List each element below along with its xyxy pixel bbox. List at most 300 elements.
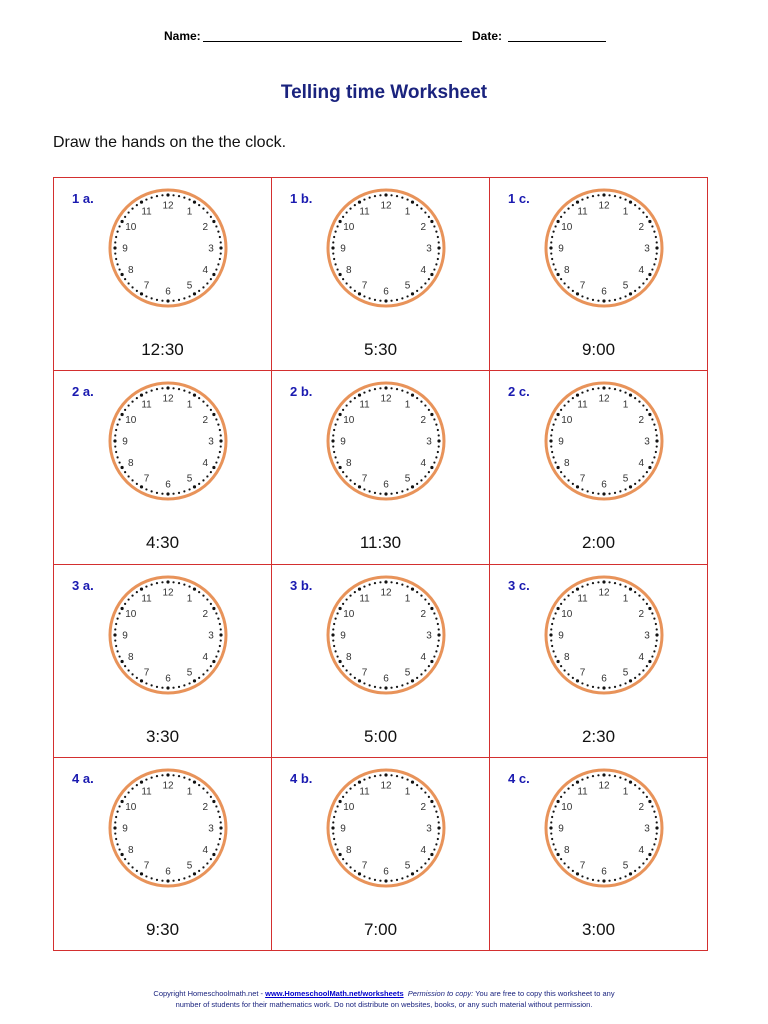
minute-dot xyxy=(131,401,133,403)
minute-dot xyxy=(655,429,657,431)
date-label: Date: xyxy=(472,29,503,43)
clock-number: 11 xyxy=(577,399,588,411)
minute-dot xyxy=(572,784,574,786)
minute-dot xyxy=(166,493,169,496)
clock-number: 3 xyxy=(426,630,432,641)
clock-number: 11 xyxy=(577,592,588,604)
clock-number: 11 xyxy=(141,592,152,604)
minute-dot xyxy=(210,665,212,667)
minute-dot xyxy=(118,462,120,464)
name-blank[interactable] xyxy=(203,41,462,42)
minute-dot xyxy=(342,665,344,667)
minute-dot xyxy=(363,682,365,684)
minute-dot xyxy=(424,211,426,213)
clock-number: 8 xyxy=(127,844,134,856)
minute-dot xyxy=(655,644,657,646)
minute-dot xyxy=(560,602,562,604)
minute-dot xyxy=(648,853,651,856)
clock-face[interactable] xyxy=(324,186,448,310)
clock-number: 8 xyxy=(345,651,352,663)
minute-dot xyxy=(551,644,553,646)
minute-dot xyxy=(411,679,414,682)
minute-dot xyxy=(435,617,437,619)
minute-dot xyxy=(379,300,381,302)
minute-dot xyxy=(172,300,174,302)
minute-dot xyxy=(592,388,594,390)
minute-dot xyxy=(156,878,158,880)
minute-dot xyxy=(202,673,204,675)
clock-face[interactable] xyxy=(106,379,230,503)
minute-dot xyxy=(416,483,418,485)
minute-dot xyxy=(437,258,439,260)
minute-dot xyxy=(396,582,398,584)
minute-dot xyxy=(113,633,116,636)
minute-dot xyxy=(597,194,599,196)
minute-dot xyxy=(131,594,133,596)
clock-number: 1 xyxy=(404,206,411,218)
minute-dot xyxy=(220,241,222,243)
minute-dot xyxy=(332,435,334,437)
minute-dot xyxy=(206,282,208,284)
minute-dot xyxy=(638,866,640,868)
minute-dot xyxy=(349,594,351,596)
minute-dot xyxy=(619,196,621,198)
minute-dot xyxy=(215,655,217,657)
minute-dot xyxy=(557,273,560,276)
minute-dot xyxy=(215,225,217,227)
minute-dot xyxy=(430,273,433,276)
minute-dot xyxy=(188,295,190,297)
minute-dot xyxy=(210,278,212,280)
clock-number: 12 xyxy=(162,587,174,598)
minute-dot xyxy=(653,231,655,233)
clock-number: 6 xyxy=(165,673,171,684)
minute-dot xyxy=(332,821,334,823)
minute-dot xyxy=(346,282,348,284)
minute-dot xyxy=(166,879,169,882)
clock-number: 1 xyxy=(404,592,411,604)
minute-dot xyxy=(592,299,594,301)
minute-dot xyxy=(374,299,376,301)
minute-dot xyxy=(619,684,621,686)
minute-dot xyxy=(118,419,120,421)
clock-number: 2 xyxy=(420,801,427,813)
minute-dot xyxy=(331,440,334,443)
minute-dot xyxy=(183,583,185,585)
minute-dot xyxy=(188,392,190,394)
minute-dot xyxy=(642,405,644,407)
minute-dot xyxy=(642,282,644,284)
clock-face[interactable] xyxy=(324,573,448,697)
minute-dot xyxy=(624,489,626,491)
minute-dot xyxy=(597,300,599,302)
minute-dot xyxy=(437,622,439,624)
minute-dot xyxy=(198,483,200,485)
minute-dot xyxy=(655,622,657,624)
minute-dot xyxy=(638,673,640,675)
clock-face[interactable] xyxy=(542,573,666,697)
minute-dot xyxy=(557,606,560,609)
minute-dot xyxy=(424,476,426,478)
minute-dot xyxy=(433,225,435,227)
minute-dot xyxy=(379,194,381,196)
minute-dot xyxy=(349,866,351,868)
minute-dot xyxy=(128,211,130,213)
minute-dot xyxy=(193,872,196,875)
minute-dot xyxy=(339,413,342,416)
clock-face[interactable] xyxy=(106,766,230,890)
minute-dot xyxy=(202,208,204,210)
minute-dot xyxy=(124,858,126,860)
minute-dot xyxy=(219,429,221,431)
minute-dot xyxy=(592,195,594,197)
minute-dot xyxy=(188,682,190,684)
clock-face[interactable] xyxy=(542,766,666,890)
minute-dot xyxy=(390,387,392,389)
clock-number: 8 xyxy=(563,844,570,856)
minute-dot xyxy=(346,862,348,864)
clock-number: 9 xyxy=(122,630,128,641)
minute-dot xyxy=(653,617,655,619)
minute-dot xyxy=(369,583,371,585)
minute-dot xyxy=(145,778,147,780)
minute-dot xyxy=(334,231,336,233)
problem-time: 4:30 xyxy=(145,533,180,553)
minute-dot xyxy=(358,780,361,783)
minute-dot xyxy=(648,466,651,469)
minute-dot xyxy=(151,776,153,778)
minute-dot xyxy=(363,295,365,297)
minute-dot xyxy=(592,775,594,777)
clock-number: 2 xyxy=(638,801,645,813)
minute-dot xyxy=(638,594,640,596)
minute-dot xyxy=(334,457,336,459)
clock-number: 4 xyxy=(638,265,645,276)
minute-dot xyxy=(411,486,414,489)
clock-number: 4 xyxy=(638,651,645,663)
minute-dot xyxy=(114,821,116,823)
clock-number: 11 xyxy=(359,786,370,798)
minute-dot xyxy=(220,628,222,630)
problem-time: 7:00 xyxy=(363,919,398,939)
clock-number: 7 xyxy=(361,667,368,679)
minute-dot xyxy=(151,390,153,392)
minute-dot xyxy=(131,286,133,288)
minute-dot xyxy=(634,204,636,206)
clock-number: 7 xyxy=(143,667,150,679)
minute-dot xyxy=(550,639,552,641)
minute-dot xyxy=(567,594,569,596)
minute-dot xyxy=(349,401,351,403)
minute-dot xyxy=(648,659,651,662)
minute-dot xyxy=(193,394,196,397)
minute-dot xyxy=(648,220,651,223)
minute-dot xyxy=(161,387,163,389)
minute-dot xyxy=(178,685,180,687)
clock-number: 11 xyxy=(359,399,370,411)
minute-dot xyxy=(145,198,147,200)
minute-dot xyxy=(554,848,556,850)
minute-dot xyxy=(166,193,169,196)
minute-dot xyxy=(564,862,566,864)
minute-dot xyxy=(435,457,437,459)
clock-face[interactable] xyxy=(324,379,448,503)
clock-number: 9 xyxy=(340,823,346,835)
minute-dot xyxy=(572,397,574,399)
minute-dot xyxy=(215,612,217,614)
minute-dot xyxy=(428,796,430,798)
minute-dot xyxy=(587,684,589,686)
minute-dot xyxy=(217,424,219,426)
minute-dot xyxy=(336,805,338,807)
minute-dot xyxy=(629,486,632,489)
minute-dot xyxy=(183,776,185,778)
minute-dot xyxy=(384,387,387,390)
minute-dot xyxy=(551,258,553,260)
minute-dot xyxy=(354,591,356,593)
minute-dot xyxy=(651,268,653,270)
minute-dot xyxy=(390,194,392,196)
minute-dot xyxy=(567,480,569,482)
minute-dot xyxy=(346,476,348,478)
minute-dot xyxy=(210,858,212,860)
minute-dot xyxy=(390,581,392,583)
minute-dot xyxy=(124,471,126,473)
minute-dot xyxy=(151,196,153,198)
minute-dot xyxy=(136,397,138,399)
clock-face[interactable] xyxy=(106,186,230,310)
minute-dot xyxy=(435,843,437,845)
minute-dot xyxy=(430,853,433,856)
clock-number: 1 xyxy=(186,206,193,218)
minute-dot xyxy=(587,390,589,392)
minute-dot xyxy=(550,241,552,243)
minute-dot xyxy=(166,580,169,583)
minute-dot xyxy=(554,655,556,657)
minute-dot xyxy=(656,639,658,641)
minute-dot xyxy=(614,195,616,197)
minute-dot xyxy=(557,853,560,856)
minute-dot xyxy=(219,258,221,260)
minute-dot xyxy=(401,196,403,198)
minute-dot xyxy=(416,591,418,593)
minute-dot xyxy=(354,784,356,786)
minute-dot xyxy=(437,838,439,840)
minute-dot xyxy=(172,686,174,688)
minute-dot xyxy=(334,617,336,619)
clock-face[interactable] xyxy=(106,573,230,697)
minute-dot xyxy=(161,879,163,881)
minute-dot xyxy=(653,457,655,459)
minute-dot xyxy=(206,476,208,478)
minute-dot xyxy=(124,665,126,667)
clock-number: 10 xyxy=(561,222,573,233)
minute-dot xyxy=(602,387,605,390)
minute-dot xyxy=(217,843,219,845)
date-blank[interactable] xyxy=(508,41,606,42)
minute-dot xyxy=(219,816,221,818)
minute-dot xyxy=(358,679,361,682)
minute-dot xyxy=(567,208,569,210)
instruction-text: Draw the hands on the the clock. xyxy=(53,134,287,151)
minute-dot xyxy=(564,211,566,213)
minute-dot xyxy=(433,848,435,850)
minute-dot xyxy=(411,201,414,204)
minute-dot xyxy=(550,446,552,448)
minute-dot xyxy=(128,282,130,284)
minute-dot xyxy=(420,401,422,403)
minute-dot xyxy=(161,686,163,688)
minute-dot xyxy=(430,220,433,223)
minute-dot xyxy=(220,832,222,834)
footer-link[interactable]: www.HomeschoolMath.net/worksheets xyxy=(265,989,404,998)
minute-dot xyxy=(581,585,583,587)
minute-dot xyxy=(416,870,418,872)
minute-dot xyxy=(653,810,655,812)
minute-dot xyxy=(114,252,116,254)
clock-number: 1 xyxy=(404,786,411,798)
minute-dot xyxy=(136,290,138,292)
minute-dot xyxy=(115,838,117,840)
minute-dot xyxy=(552,424,554,426)
minute-dot xyxy=(646,796,648,798)
minute-dot xyxy=(634,397,636,399)
minute-dot xyxy=(655,838,657,840)
minute-dot xyxy=(342,858,344,860)
minute-dot xyxy=(424,862,426,864)
minute-dot xyxy=(172,581,174,583)
clock-face[interactable] xyxy=(324,766,448,890)
problem-cell xyxy=(490,565,708,758)
minute-dot xyxy=(332,639,334,641)
minute-dot xyxy=(550,435,552,437)
minute-dot xyxy=(437,246,440,249)
minute-dot xyxy=(411,587,414,590)
minute-dot xyxy=(428,858,430,860)
minute-dot xyxy=(121,413,124,416)
minute-dot xyxy=(336,848,338,850)
clock-number: 8 xyxy=(345,265,352,276)
minute-dot xyxy=(602,686,605,689)
clock-number: 6 xyxy=(601,479,607,491)
minute-dot xyxy=(374,685,376,687)
minute-dot xyxy=(608,774,610,776)
minute-dot xyxy=(332,832,334,834)
minute-dot xyxy=(121,606,124,609)
minute-dot xyxy=(358,201,361,204)
clock-face[interactable] xyxy=(542,186,666,310)
clock-number: 4 xyxy=(420,844,427,856)
minute-dot xyxy=(608,581,610,583)
minute-dot xyxy=(554,612,556,614)
minute-dot xyxy=(212,853,215,856)
problem-time: 3:00 xyxy=(581,919,616,939)
minute-dot xyxy=(114,628,116,630)
minute-dot xyxy=(118,848,120,850)
minute-dot xyxy=(346,405,348,407)
minute-dot xyxy=(342,216,344,218)
minute-dot xyxy=(581,875,583,877)
minute-dot xyxy=(390,686,392,688)
minute-dot xyxy=(206,598,208,600)
minute-dot xyxy=(131,787,133,789)
minute-dot xyxy=(614,388,616,390)
minute-dot xyxy=(354,676,356,678)
minute-dot xyxy=(438,832,440,834)
minute-dot xyxy=(438,241,440,243)
minute-dot xyxy=(212,800,215,803)
minute-dot xyxy=(210,409,212,411)
minute-dot xyxy=(369,877,371,879)
minute-dot xyxy=(374,775,376,777)
problem-label: 2 c. xyxy=(508,384,530,400)
minute-dot xyxy=(655,440,658,443)
minute-dot xyxy=(336,462,338,464)
clock-number: 3 xyxy=(208,630,214,641)
minute-dot xyxy=(624,875,626,877)
minute-dot xyxy=(438,252,440,254)
minute-dot xyxy=(581,489,583,491)
minute-dot xyxy=(576,780,579,783)
minute-dot xyxy=(634,784,636,786)
clock-number: 9 xyxy=(122,243,128,255)
clock-number: 8 xyxy=(345,844,352,856)
clock-number: 11 xyxy=(141,399,152,411)
clock-number: 2 xyxy=(202,608,209,620)
minute-dot xyxy=(638,787,640,789)
minute-dot xyxy=(634,676,636,678)
minute-dot xyxy=(587,776,589,778)
minute-dot xyxy=(369,491,371,493)
clock-number: 5 xyxy=(622,280,629,292)
minute-dot xyxy=(113,826,116,829)
minute-dot xyxy=(151,684,153,686)
minute-dot xyxy=(624,682,626,684)
minute-dot xyxy=(549,633,552,636)
minute-dot xyxy=(202,866,204,868)
clock-number: 2 xyxy=(202,801,209,813)
minute-dot xyxy=(358,292,361,295)
minute-dot xyxy=(342,278,344,280)
minute-dot xyxy=(140,872,143,875)
clock-number: 3 xyxy=(426,436,432,448)
minute-dot xyxy=(136,784,138,786)
minute-dot xyxy=(576,292,579,295)
minute-dot xyxy=(651,655,653,657)
minute-dot xyxy=(118,655,120,657)
minute-dot xyxy=(406,585,408,587)
clock-number: 11 xyxy=(141,206,152,218)
minute-dot xyxy=(638,401,640,403)
minute-dot xyxy=(560,409,562,411)
minute-dot xyxy=(572,204,574,206)
minute-dot xyxy=(437,236,439,238)
clock-number: 6 xyxy=(601,866,607,878)
minute-dot xyxy=(166,299,169,302)
minute-dot xyxy=(349,787,351,789)
minute-dot xyxy=(334,263,336,265)
clock-face[interactable] xyxy=(542,379,666,503)
clock-number: 7 xyxy=(143,860,150,872)
footer-copyright: Copyright Homeschoolmath.net - xyxy=(153,989,266,998)
minute-dot xyxy=(629,292,632,295)
clock-number: 7 xyxy=(361,473,368,485)
minute-dot xyxy=(438,446,440,448)
minute-dot xyxy=(420,480,422,482)
clock-number: 2 xyxy=(638,608,645,620)
minute-dot xyxy=(551,236,553,238)
minute-dot xyxy=(379,879,381,881)
